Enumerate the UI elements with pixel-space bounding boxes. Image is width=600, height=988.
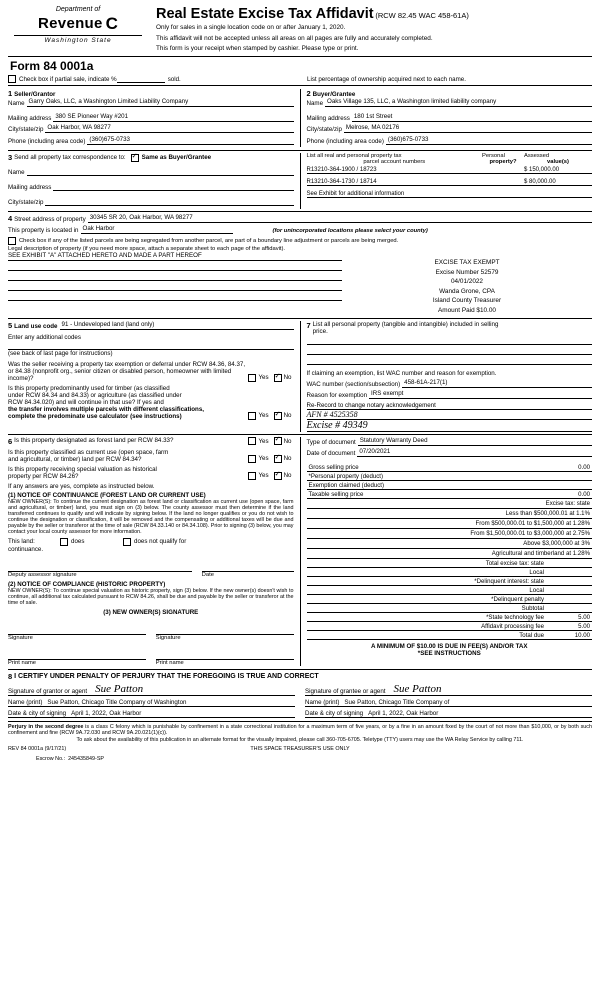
document-footer [8,721,592,762]
land-does-label: does [71,537,85,545]
same-as-buyer-label: Same as Buyer/Grantee [141,154,212,162]
personal-property-line1: List all personal property (tangible and intangible) included in selling [312,320,499,328]
parcel-personal[interactable] [478,173,520,174]
fee-amount[interactable] [544,473,590,480]
perjury-text: is a class C felony which is punishable by confinement in a state correctional institution for a maximum term of five years, or by a fine in an amount fixed by the court of not more than $10,000, or by both such confinement and fine (RCW 9A.72.030 and RCW 9A.20.021(1)(c)). [8,723,593,736]
new-owner-signature-2-input[interactable] [156,624,294,635]
fee-amount[interactable] [544,605,590,612]
assessed-header-line1: Assessed [524,153,550,160]
stamp-line2: Excise Number 52579 [435,268,499,276]
stamp-line3: 04/01/2022 [451,278,483,286]
fee-schedule-block [307,437,593,666]
document-header [8,6,592,57]
this-land-label: This land: [8,537,35,545]
signature-caption-2: Signature [155,634,181,641]
printname-caption-2: Print name [155,659,184,666]
if-any-yes-note: If any answers are yes, complete as instructed below. [8,482,155,490]
continuance-label: continuance. [8,545,44,553]
q6c-no-label: No [283,472,292,480]
fee-amount[interactable] [544,482,590,489]
buyer-mailing-label: Mailing address [306,114,350,122]
personal-property-input-3[interactable] [307,355,593,365]
located-note: (for unincorporated locations please select your county) [272,228,428,235]
exemption-instructions: If claiming an exemption, list WAC number and reason for exemption. [306,369,497,377]
parcel-assessed[interactable] [520,197,592,198]
section3-parcels [8,150,592,209]
section6-number: 6 [8,436,13,446]
grantee-sign-block [305,683,592,718]
q6c-yes-label: Yes [258,472,269,480]
section6-q2-line1: Is this property classified as current use (open space, farm [8,448,169,456]
fee-label: Exemption claimed (deduct) [308,482,385,490]
rate-label: Agricultural and timberland at 1.28% [491,550,590,558]
buyer-citystate-label: City/state/zip [306,126,342,134]
section3-mailing-input[interactable] [53,182,293,191]
land-does-not-label: does not qualify for [134,537,187,545]
grantee-printname-input[interactable]: Sue Patton, Chicago Title Company of [344,698,450,706]
q5b-no-label: No [283,412,292,420]
see-back-note: (see back of last page for instructions) [8,349,113,357]
section4-block [8,211,592,316]
perjury-bold: Perjury in the second degree [8,723,84,730]
fee-amount[interactable] [544,578,590,585]
printname-caption-1: Print name [8,659,37,666]
seller-name-label: Name [8,99,25,107]
rate-label: Less than $500,000.01 at 1.1% [505,510,590,518]
seller-phone-label: Phone (including area code) [8,137,86,145]
legal-description-line4[interactable] [8,281,342,291]
fee-amount[interactable]: 0.00 [578,464,590,472]
buyer-citystate-input[interactable]: Melrose, MA 02176 [344,124,592,133]
fee-label: Local [529,587,544,595]
fee-label: *Delinquent penalty [491,596,544,604]
fee-row [307,577,593,586]
buyer-name-label: Name [306,99,324,107]
fee-row [307,595,593,604]
fee-row [307,568,593,577]
escrow-label: Escrow No.: [36,755,66,762]
personal-header-line2: property? [489,159,517,166]
fee-label: Total excise tax: state [485,560,544,568]
parcel-table [307,153,593,209]
partial-sale-label: Check box if partial sale, indicate % [19,75,117,83]
q6b-no-checkbox[interactable] [274,455,282,463]
notice2-body: NEW OWNER(S): To continue special valuation as historic property, sign (3) below. If the new owner(s) doesn't wish to continue, all additional tax calculated pursuant to RCW 84.26, shall be due and payable by the seller or transferor at the time of sale. [8,587,294,606]
section3-block [8,153,301,209]
buyer-phone-label: Phone (including area code) [306,137,384,145]
notice3-title: (3) NEW OWNER(S) SIGNATURE [103,608,199,616]
fee-label: Gross selling price [308,464,359,472]
property-address-input[interactable]: 30345 SR 20, Oak Harbor, WA 98277 [88,214,592,223]
additional-codes-label: Enter any additional codes [8,333,81,341]
rcw-reference: (RCW 82.45 WAC 458-61A) [375,11,469,20]
q6a-yes-checkbox[interactable] [248,437,256,445]
fee-label: Local [529,569,544,577]
buyer-heading: Buyer/Grantee [312,90,356,98]
legal-description-input[interactable]: SEE EXHIBIT "A" ATTACHED HERETO AND MADE A PART HEREOF [8,252,342,261]
dept-line3: Washington State [44,36,112,44]
segregation-note: Check box if any of the listed parcels are being segregated from another parcel, are part of a boundary line adjustment or parcels are being merged. [19,237,399,244]
seller-section-number: 1 [8,88,13,98]
q5-no-label: No [283,374,292,382]
fee-label: Total due [519,632,544,640]
personal-property-input-2[interactable] [307,345,593,355]
parcel-number[interactable]: R13210-364-1900 / 18723 [307,167,479,174]
page-title: Real Estate Excise Tax Affidavit [156,6,374,22]
parcel-number[interactable]: See Exhibit for additional information [307,191,479,198]
fee-row [307,490,593,499]
land-does-checkbox[interactable] [60,538,68,546]
handwritten-excise: Excise # 49349 [307,420,593,432]
assessed-header-line2: value(s) [547,159,569,166]
dor-logo-block [8,6,148,44]
q6a-no-label: No [283,437,292,445]
notice2-title: (2) NOTICE OF COMPLIANCE (HISTORIC PROPERTY) [8,580,166,588]
q6b-yes-label: Yes [258,455,269,463]
buyer-name-input[interactable]: Oaks Village 135, LLC, a Washington limited liability company [325,98,592,107]
grantee-date-label: Date & city of signing [305,709,364,717]
section6-fees-block [8,434,592,666]
legal-description-line5[interactable] [8,291,342,301]
section8-block [8,669,592,718]
header-note-2: This affidavit will not be accepted unless all areas on all pages are fully and accurately completed. [156,34,433,42]
seller-mailing-label: Mailing address [8,114,52,122]
section3-number: 3 [8,153,13,163]
fee-amount[interactable] [544,587,590,594]
new-owner-printname-1-input[interactable] [8,649,146,660]
q6c-no-checkbox[interactable] [274,472,282,480]
seller-block [8,89,301,148]
section6-block [8,437,301,666]
rerecord-note: Re-Record to change notary acknowledgement [307,402,593,410]
legal-description-line2[interactable] [8,261,342,271]
grantor-sign-block [8,683,295,718]
availability-note: To ask about the availability of this publication in an alternate format for the visually impaired, please call 360-705-6705. Teletype (TTY) users may use the WA Relay Service by calling 711. [76,736,524,743]
seller-citystate-label: City/state/zip [8,126,44,134]
parcel-header-line2: parcel account numbers [363,159,426,166]
handwritten-afn: AFN # 4525358 [307,410,593,420]
located-in-label: This property is located in [8,227,79,235]
stamp-line5: Island County Treasurer [432,297,502,305]
section3-name-label: Name [8,169,25,177]
q6b-yes-checkbox[interactable] [248,455,256,463]
parcel-assessed[interactable]: $ 150,000.00 [520,167,592,174]
buyer-section-number: 2 [306,88,311,98]
predominant-use-line2: under RCW 84.34 and 84.33) or agriculture (as classified under [8,391,182,399]
deputy-assessor-caption: Deputy assessor signature [8,571,77,578]
minimum-due-note: A MINIMUM OF $10.00 IS DUE IN FEE(S) AND/OR TAX [370,643,528,651]
personal-property-input-1[interactable] [307,335,593,345]
rate-label: From $1,500,000.01 to $3,000,000 at 2.75% [470,530,590,538]
buyer-mailing-input[interactable]: 180 1st Street [352,113,592,122]
new-owner-printname-2-input[interactable] [156,649,294,660]
assessor-date-input[interactable] [202,561,294,572]
section5-number: 5 [8,320,13,330]
parties-section [8,89,592,148]
section6-q3-line2: property per RCW 84.26? [8,472,79,480]
section6-q2-line2: and agricultural, or timber) land per RCW 84.34? [8,455,142,463]
treasurer-stamp [342,258,592,316]
grantor-signature-label: Signature of grantor or agent [8,687,88,695]
seller-heading: Seller/Grantor [14,90,56,98]
fee-amount[interactable] [544,560,590,567]
section3-heading: Send all property tax correspondence to: [14,154,126,162]
signature-caption-1: Signature [8,634,33,641]
excise-tax-state-header [307,499,593,509]
fee-row [307,586,593,595]
land-use-code-input[interactable]: 91 - Undeveloped land (land only) [60,321,294,330]
see-instructions-note: *SEE INSTRUCTIONS [417,650,481,658]
fee-label: Taxable selling price [308,491,364,499]
notice1-title: (1) NOTICE OF CONTINUANCE (FOREST LAND OR CURRENT USE) [8,491,206,499]
seller-citystate-input[interactable]: Oak Harbor, WA 98277 [45,124,293,133]
seller-name-input[interactable]: Garry Oaks, LLC, a Washington Limited Liability Company [27,98,294,107]
exemption-question: Was the seller receiving a property tax exemption or deferral under RCW 84.36, 84.37, or 84.38 (nonprofit org., senior citizen or disabled person, homeowner with limited income)? [8,360,246,382]
wac-number-label: WAC number (section/subsection) [306,380,401,388]
stamp-line6: Amount Paid $10.00 [438,306,496,314]
q6a-yes-label: Yes [258,437,269,445]
form-number: Form 84 0001a [10,58,94,73]
section5-block [8,321,301,432]
assessor-date-caption: Date [201,571,214,578]
fee-row [307,604,593,613]
rate-row [307,539,593,549]
q5b-yes-label: Yes [258,412,269,420]
section3-citystate-input[interactable] [45,197,293,206]
title-block [148,6,592,54]
grantee-date-input[interactable]: April 1, 2022, Oak Harbor [368,709,439,717]
rate-row [307,549,593,559]
section4-heading: Street address of property [14,215,86,223]
section5-7-block [8,318,592,432]
rate-row [307,509,593,519]
revenue-logo-icon: C [105,14,118,34]
seller-phone-input[interactable]: (360)675-0733 [87,136,293,145]
reason-input[interactable]: IRS exempt [369,390,592,399]
fee-row [307,463,593,472]
certify-heading: I CERTIFY UNDER PENALTY OF PERJURY THAT THE FOREGOING IS TRUE AND CORRECT [14,672,319,680]
doc-type-label: Type of document [306,438,356,446]
land-does-not-checkbox[interactable] [123,538,131,546]
predominant-use-line3: RCW 84.34.020) and will continue in that use? If yes and [8,398,164,406]
stamp-line1: EXCISE TAX EXEMPT [434,258,500,266]
partial-sale-checkbox[interactable] [8,75,16,83]
fee-amount[interactable]: 10.00 [574,632,590,640]
personal-property-line2: price. [312,327,328,335]
parcel-row [307,179,593,186]
q6b-no-label: No [283,455,292,463]
rate-label: From $500,000.01 to $1,500,000 at 1.28% [475,520,590,528]
buyer-block [307,89,593,148]
q5-yes-checkbox[interactable] [248,374,256,382]
divider [14,35,142,36]
q5-yes-label: Yes [258,374,269,382]
section3-mailing-label: Mailing address [8,184,52,192]
section7-block [307,321,593,432]
additional-codes-input[interactable] [8,341,294,350]
fee-label: *State technology fee [486,614,544,622]
rev-number: REV 84 0001a (9/17/21) [8,745,67,752]
legal-note: Legal description of property (if you need more space, attach a separate sheet to each page of the affidavit). [8,245,286,252]
parcel-row [307,191,593,198]
fee-label: *Personal property (deduct) [308,473,384,481]
fee-label: *Delinquent interest: state [474,578,544,586]
fee-amount[interactable]: 5.00 [578,623,590,631]
partial-sale-sold: sold. [167,75,181,83]
same-as-buyer-checkbox[interactable] [131,154,139,162]
doc-type-input[interactable]: Statutory Warranty Deed [358,437,592,446]
grantor-signature-input[interactable]: Sue Patton [95,682,144,695]
legal-description-line3[interactable] [8,271,342,281]
fee-amount[interactable]: 0.00 [578,491,590,499]
escrow-number: 245435849-SP [68,755,105,762]
ownership-label: List percentage of ownership acquired next to each name. [307,75,466,83]
personal-header-line1: Personal [482,153,505,160]
reason-label: Reason for exemption [306,392,368,400]
grantor-date-input[interactable]: April 1, 2022, Oak Harbor [71,709,142,717]
section8-number: 8 [8,671,13,681]
buyer-phone-input[interactable]: (360)675-0733 [386,136,592,145]
grantee-signature-label: Signature of grantee or agent [305,687,386,695]
fee-label: Subtotal [521,605,544,613]
rate-label: Above $3,000,000 at 3% [523,540,590,548]
land-use-label: Land use code [14,322,58,330]
fee-row [307,631,593,640]
dept-line1: Department of [55,6,101,13]
fee-amount[interactable] [544,596,590,603]
partial-sale-percent-input[interactable] [117,74,165,83]
grantee-signature-input[interactable]: Sue Patton [393,682,442,695]
predominant-use-line5: complete the predominate use calculator (see instructions) [8,412,182,420]
predominant-use-line1: Is this property predominantly used for timber (as classified [8,384,170,392]
stamp-line4: Wanda Grone, CPA [439,287,495,295]
predominant-use-line4: the transfer involves multiple parcels with different classifications, [8,405,204,413]
q6a-no-checkbox[interactable] [274,437,282,445]
fee-label: Affidavit processing fee [481,623,544,631]
fee-amount[interactable]: 5.00 [578,614,590,622]
excise-tax-state-label: Excise tax: state [545,500,590,508]
rate-row [307,519,593,529]
deputy-assessor-signature-input[interactable] [8,561,192,572]
doc-date-label: Date of document [306,450,356,458]
section3-name-input[interactable] [27,167,294,176]
doc-date-input[interactable]: 07/20/2021 [357,448,592,457]
fee-row [307,559,593,568]
section6-q1: Is this property designated as forest land per RCW 84.33? [14,436,174,444]
fee-row [307,472,593,481]
fee-row [307,481,593,490]
parcel-personal[interactable] [478,185,520,186]
wac-number-input[interactable]: 458-61A-217(1) [402,379,592,388]
header-note-3: This form is your receipt when stamped by cashier. Please type or print. [156,45,359,53]
parcel-assessed[interactable]: $ 80,000.00 [520,179,592,186]
q5b-no-checkbox[interactable] [274,412,282,420]
dept-line2: Revenue [38,15,103,33]
header-note-1: Only for sales in a single location code on or after January 1, 2020. [156,24,346,31]
segregation-checkbox[interactable] [8,237,16,245]
fee-row [307,622,593,631]
treasurer-use-only: THIS SPACE TREASURER'S USE ONLY [250,745,350,752]
section4-number: 4 [8,213,13,223]
located-in-input[interactable]: Oak Harbor [81,225,233,234]
parcel-header-line1: List all real and personal property tax [306,153,402,160]
section3-citystate-label: City/state/zip [8,199,44,207]
parcel-number[interactable]: R13210-364-1730 / 18714 [307,179,479,186]
section7-number: 7 [306,320,311,330]
grantee-printname-label: Name (print) [305,698,340,706]
seller-mailing-input[interactable]: 380 SE Pioneer Way #201 [53,113,293,122]
new-owner-signature-1-input[interactable] [8,624,146,635]
fee-row [307,613,593,622]
notice1-body: NEW OWNER(S): To continue the current designation as forest land or classification as current use (open space, farm and agricultural, or timber) land, you must sign on (3) below. The county assessor must then determine if the land transferred continues to qualify and will indicate by signing below. If the land no longer qualifies or you do not wish to continue the designation or classification, it will be removed and the compensating or additional taxes will be due and payable by the seller or transferor at the time of sale (RCW 84.33.140 or 84.34.108). Prior to signing (3) below, you may contact your local county assessor for more information. [8,498,294,535]
parcel-row [307,167,593,174]
q6c-yes-checkbox[interactable] [248,472,256,480]
parcel-personal[interactable] [478,197,520,198]
section6-q3-line1: Is this property receiving special valuation as historical [8,465,157,473]
q5-no-checkbox[interactable] [274,374,282,382]
grantor-printname-input[interactable]: Sue Patton, Chicago Title Company of Washington [47,698,187,706]
q5b-yes-checkbox[interactable] [248,412,256,420]
fee-amount[interactable] [544,569,590,576]
grantor-date-label: Date & city of signing [8,709,67,717]
grantor-printname-label: Name (print) [8,698,43,706]
rate-row [307,529,593,539]
